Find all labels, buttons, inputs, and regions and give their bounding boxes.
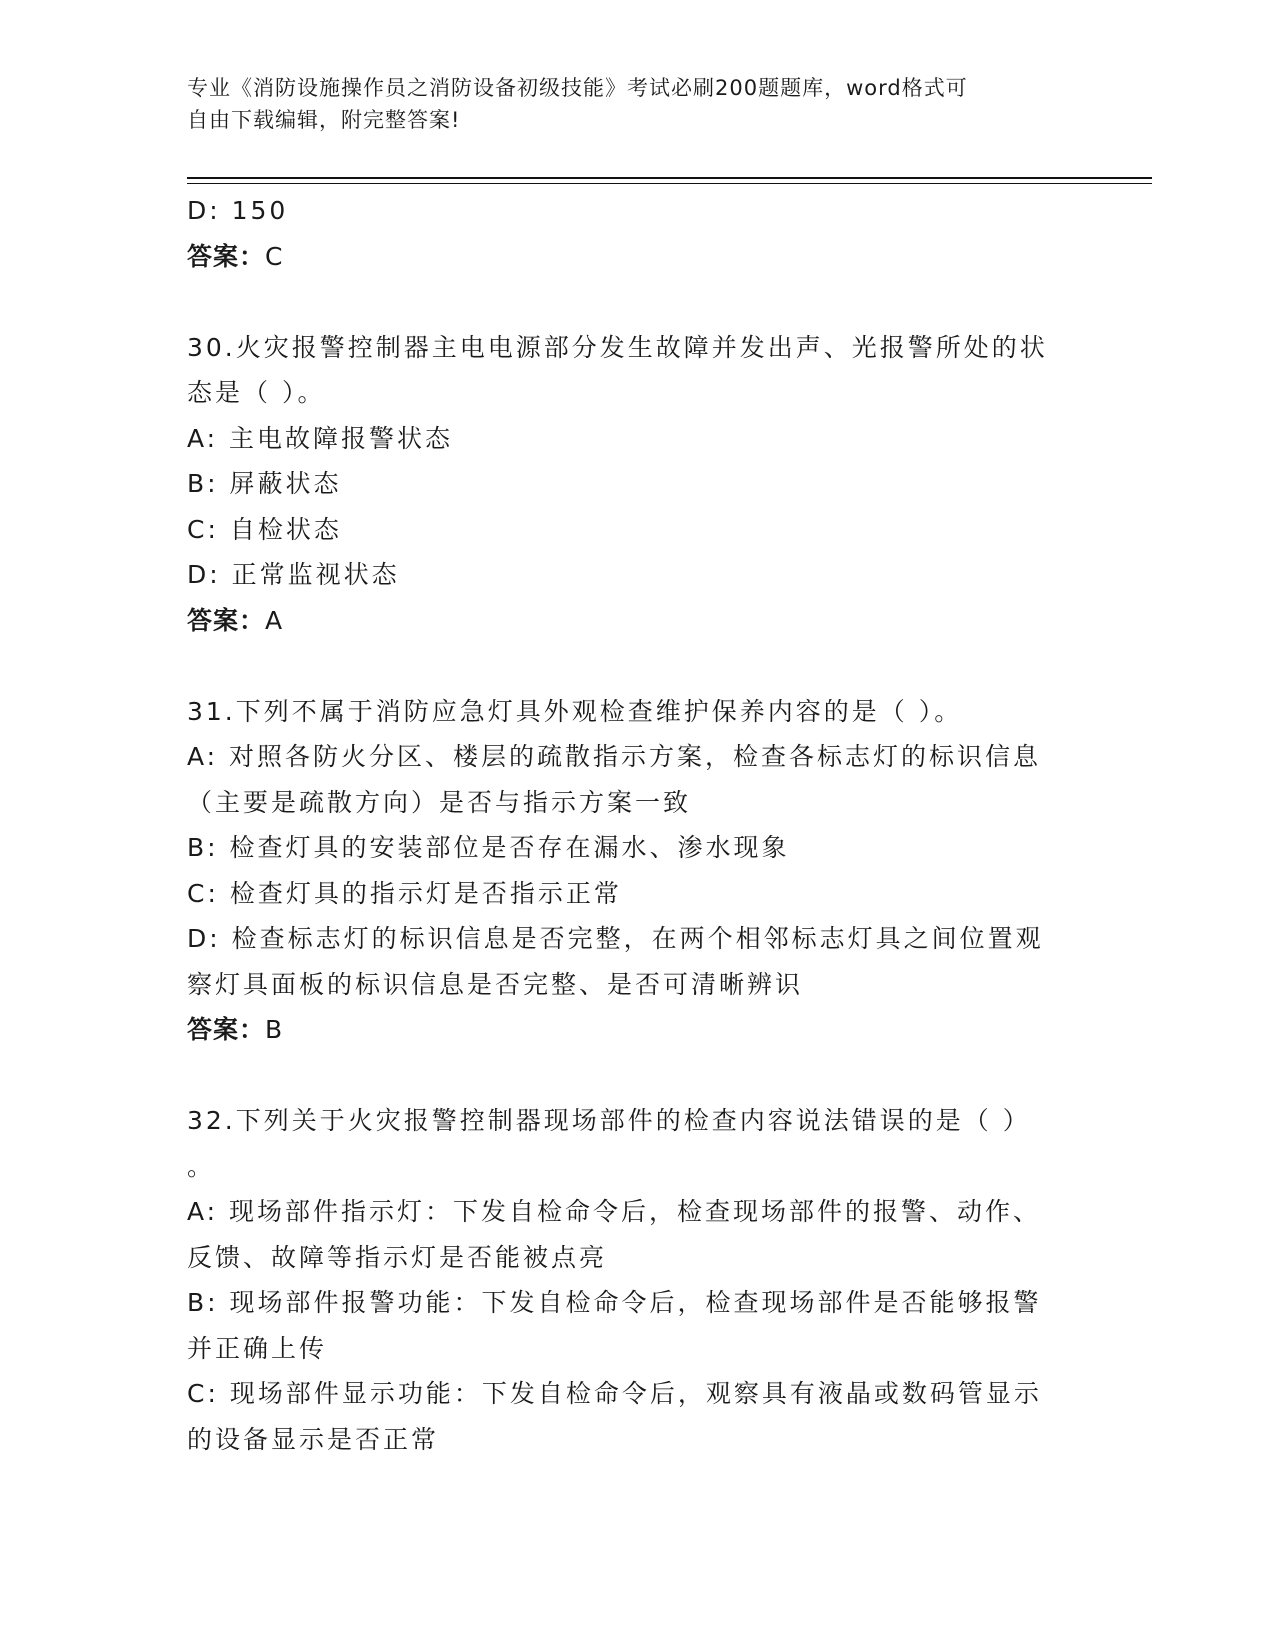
answer-value: B [265, 1015, 284, 1044]
option-d: D: 检查标志灯的标识信息是否完整，在两个相邻标志灯具之间位置观 [187, 924, 1044, 953]
option-c-cont: 的设备显示是否正常 [187, 1424, 440, 1454]
option-a-cont: （主要是疏散方向）是否与指示方案一致 [187, 787, 692, 817]
question-stem-cont: 态是（ ）。 [187, 378, 326, 407]
lead-option-d: D: 150 [187, 196, 289, 225]
question-stem: 32.下列关于火灾报警控制器现场部件的检查内容说法错误的是（ ） [187, 1106, 1031, 1135]
option-a-cont: 反馈、故障等指示灯是否能被点亮 [187, 1242, 608, 1272]
question-stem-cont: 。 [187, 1151, 216, 1181]
question-answer [187, 598, 1067, 644]
spacer [187, 279, 1067, 325]
header-divider-thick [187, 177, 1152, 179]
option-d: D: 正常监视状态 [187, 560, 400, 589]
lead-answer [187, 234, 1067, 280]
option-d-cont: 察灯具面板的标识信息是否完整、是否可清晰辨识 [187, 969, 804, 999]
option-b-cont: 并正确上传 [187, 1333, 328, 1363]
option-c: C: 自检状态 [187, 514, 342, 544]
page-header [187, 72, 1067, 136]
question-stem: 31.下列不属于消防应急灯具外观检查维护保养内容的是（ ）。 [187, 696, 963, 726]
option-c: C: 检查灯具的指示灯是否指示正常 [187, 878, 622, 908]
question-31 [187, 689, 1067, 1053]
header-divider-thin [187, 183, 1152, 184]
option-a: A: 主电故障报警状态 [187, 423, 454, 453]
question-answer [187, 1007, 1067, 1053]
option-b: B: 现场部件报警功能：下发自检命令后，检查现场部件是否能够报警 [187, 1288, 1042, 1317]
option-c: C: 现场部件显示功能：下发自检命令后，观察具有液晶或数码管显示 [187, 1379, 1042, 1408]
document-body [187, 188, 1067, 1462]
question-30 [187, 325, 1067, 644]
question-32 [187, 1098, 1067, 1462]
spacer [187, 1053, 1067, 1099]
answer-label: 答案： [187, 605, 266, 635]
answer-label: 答案： [187, 1015, 266, 1044]
header-line-2: 自由下载编辑，附完整答案! [187, 108, 461, 132]
option-b: B: 检查灯具的安装部位是否存在漏水、渗水现象 [187, 833, 790, 862]
question-stem: 30.火灾报警控制器主电电源部分发生故障并发出声、光报警所处的状 [187, 332, 1048, 362]
answer-value: C [265, 241, 284, 271]
option-b: B: 屏蔽状态 [187, 469, 342, 498]
answer-value: A [265, 605, 284, 635]
option-a: A: 对照各防火分区、楼层的疏散指示方案，检查各标志灯的标识信息 [187, 742, 1042, 771]
spacer [187, 643, 1067, 689]
header-line-1: 专业《消防设施操作员之消防设备初级技能》考试必刷200题题库，word格式可 [187, 76, 968, 100]
answer-label: 答案： [187, 241, 266, 271]
option-a: A: 现场部件指示灯：下发自检命令后，检查现场部件的报警、动作、 [187, 1197, 1042, 1226]
